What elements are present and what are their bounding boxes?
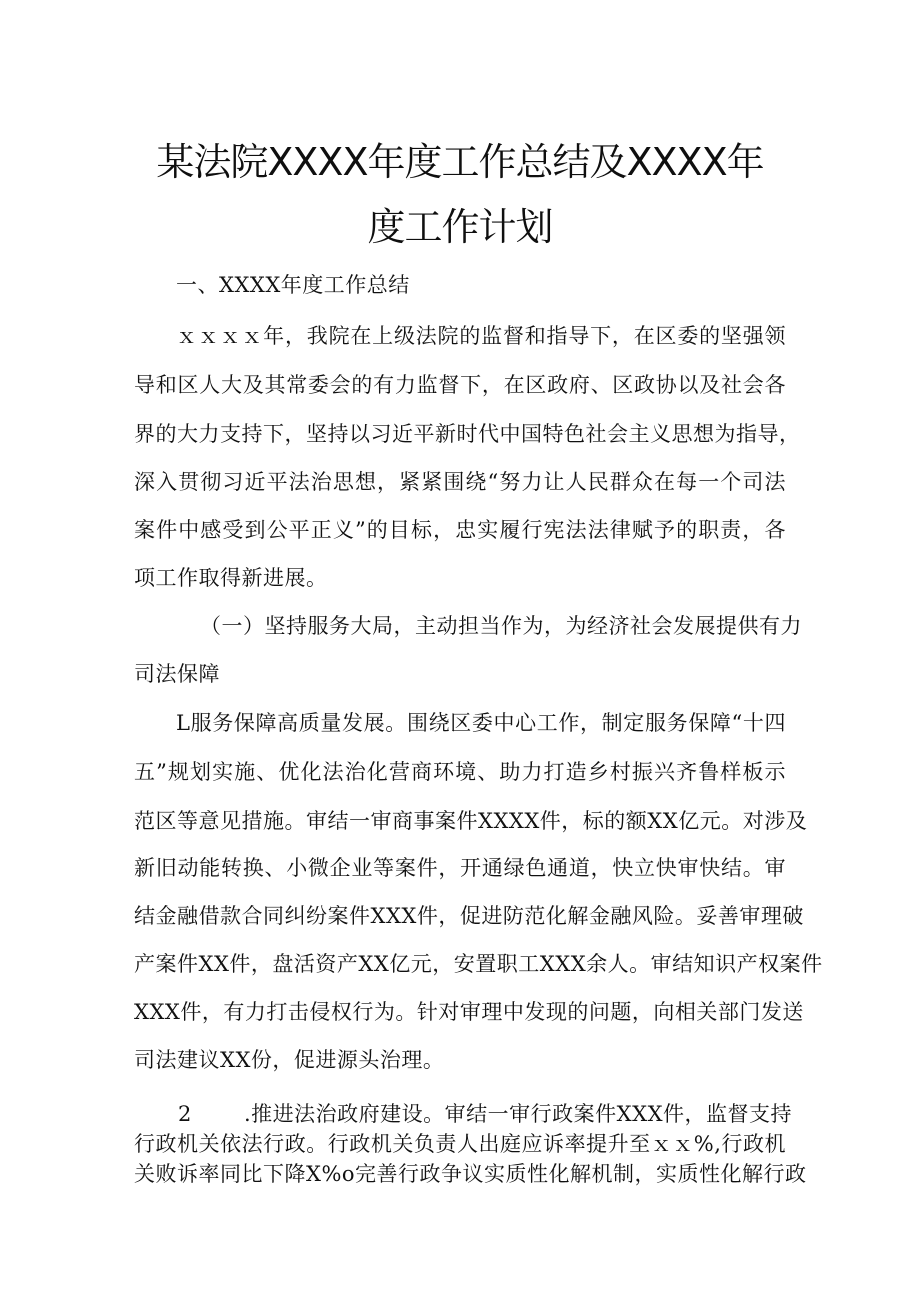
paragraph-line: XXX件，有力打击侵权行为。针对审理中发现的问题，向相关部门发送 [134,1000,804,1024]
paragraph-line: L服务保障高质量发展。围绕区委中心工作，制定服务保障“十四 [176,711,786,735]
paragraph-line: 司法建议XX份，促进源头治理。 [134,1048,445,1072]
paragraph-line: 五”规划实施、优化法治化营商环境、助力打造乡村振兴齐鲁样板示 [134,760,786,784]
paragraph-line: .推进法治政府建设。审结一审行政案件XXX件，监督支持 [244,1102,793,1126]
subsection-heading: 司法保障 [134,662,220,686]
paragraph-line: 深入贯彻习近平法治思想，紧紧围绕“努力让人民群众在每一个司法 [134,470,786,494]
item-number: 2 [178,1102,192,1126]
paragraph-line: 导和区人大及其常委会的有力监督下，在区政府、区政协以及社会各 [134,373,786,397]
document-title-line-1: 某法院XXXX年度工作总结及XXXX年 [156,140,764,184]
paragraph-line: 范区等意见措施。审结一审商事案件XXXX件，标的额XX亿元。对涉及 [134,809,808,833]
paragraph-line: ｘｘｘｘ年，我院在上级法院的监督和指导下，在区委的坚强领 [176,324,786,348]
section-heading: 一、XXXX年度工作总结 [176,273,410,297]
paragraph-line: 产案件XX件，盘活资产XX亿元，安置职工XXX余人。审结知识产权案件 [134,952,823,976]
paragraph-line: 项工作取得新进展。 [134,566,328,590]
paragraph-line: 行政机关依法行政。行政机关负责人出庭应诉率提升至ｘｘ%,行政机 [134,1132,786,1156]
subsection-heading: （一）坚持服务大局，主动担当作为，为经济社会发展提供有力 [200,614,802,638]
paragraph-line: 新旧动能转换、小微企业等案件，开通绿色通道，快立快审快结。审 [134,856,786,880]
paragraph-line: 案件中感受到公平正义”的目标，忠实履行宪法法律赋予的职责，各 [134,518,786,542]
document-title-line-2: 度工作计划 [367,205,553,249]
paragraph-line: 结金融借款合同纠纷案件XXX件，促进防范化解金融风险。妥善审理破 [134,904,804,928]
paragraph-line: 界的大力支持下，坚持以习近平新时代中国特色社会主义思想为指导， [134,422,801,446]
paragraph-line: 关败诉率同比下降X%o完善行政争议实质性化解机制，实质性化解行政 [134,1162,807,1186]
